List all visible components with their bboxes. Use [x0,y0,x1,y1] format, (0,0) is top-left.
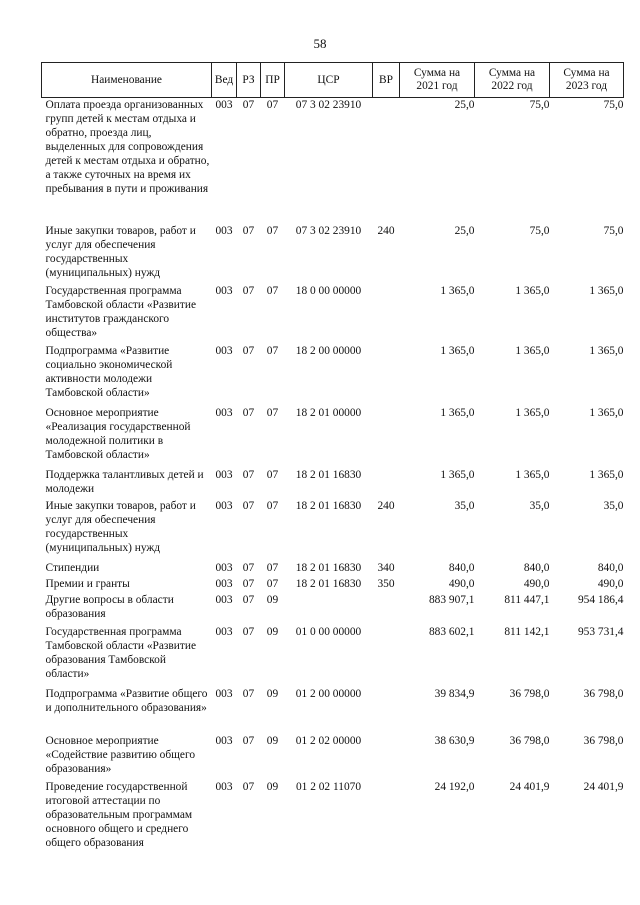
row-rz: 07 [242,561,255,574]
row-vr [373,687,400,734]
row-csr: 01 2 02 00000 [295,734,362,747]
table-row [42,98,624,224]
row-sum-2023: 1 365,0 [589,344,624,357]
table-row [42,224,624,284]
row-pr: 09 [266,593,279,606]
row-csr: 18 2 01 16830 [295,561,362,574]
row-name: Другие вопросы в области образования [45,593,174,620]
table-row [42,468,624,499]
header-vr: ВР [373,63,400,98]
row-sum-2022: 1 365,0 [515,284,550,297]
row-vr: 240 [377,499,395,512]
row-name: Премии и гранты [45,577,130,590]
row-sum-2021: 25,0 [454,99,475,111]
row-rz: 07 [242,687,255,700]
row-sum-2023: 24 401,9 [583,780,624,793]
row-vr [373,468,400,499]
table-body [42,98,624,858]
row-pr: 07 [266,577,279,590]
row-vr [373,284,400,344]
row-sum-2021: 1 365,0 [440,468,475,481]
row-vr: 240 [377,224,395,237]
row-sum-2023: 36 798,0 [583,687,624,700]
row-name: Подпрограмма «Развитие общего и дополнительного образования» [45,687,208,714]
row-sum-2022: 36 798,0 [509,687,550,700]
row-sum-2021: 1 365,0 [440,284,475,297]
table-row [42,561,624,577]
row-ved: 003 [215,561,233,574]
row-pr: 09 [266,734,279,747]
table-row [42,499,624,561]
row-ved: 003 [215,734,233,747]
row-pr: 09 [266,687,279,700]
row-vr [373,734,400,780]
row-ved: 003 [215,344,233,357]
row-csr: 01 2 00 00000 [295,687,362,700]
header-name: Наименование [42,63,212,98]
row-rz: 07 [242,468,255,481]
table-header-row [42,63,624,98]
table-row [42,780,624,858]
row-csr [285,593,373,625]
row-vr [373,406,400,468]
row-sum-2021: 490,0 [448,577,475,590]
row-csr: 18 2 01 16830 [295,577,362,590]
row-pr: 07 [266,499,279,512]
table-row [42,577,624,593]
row-sum-2023: 75,0 [603,224,624,237]
table-row [42,344,624,406]
row-pr: 07 [266,224,279,237]
row-sum-2022: 35,0 [529,499,550,512]
row-ved: 003 [215,687,233,700]
row-ved: 003 [215,499,233,512]
table-row [42,284,624,344]
row-pr: 07 [266,561,279,574]
row-name: Стипендии [45,561,100,574]
row-csr: 18 2 01 16830 [295,499,362,512]
row-rz: 07 [242,499,255,512]
row-sum-2023: 1 365,0 [589,406,624,419]
header-sum-2022: Сумма на 2022 год [475,63,550,98]
row-sum-2022: 1 365,0 [515,344,550,357]
row-rz: 07 [242,593,255,606]
header-ved: Вед [212,63,237,98]
row-rz: 07 [242,344,255,357]
row-rz: 07 [242,224,255,237]
row-rz: 07 [242,625,255,638]
row-sum-2023: 954 186,4 [577,593,624,606]
header-sum-2023: Сумма на 2023 год [550,63,624,98]
row-name: Поддержка талантливых детей и молодежи [45,468,204,495]
row-csr: 01 2 02 11070 [295,780,362,793]
table-row [42,406,624,468]
row-sum-2022: 75,0 [529,224,550,237]
row-csr: 01 0 00 00000 [295,625,362,638]
row-csr: 07 3 02 23910 [295,224,362,237]
row-sum-2021: 883 602,1 [428,625,475,638]
row-ved: 003 [215,99,233,111]
row-pr: 07 [266,284,279,297]
row-name: Иные закупки товаров, работ и услуг для обеспечения государственных (муниципальных) нужд [45,499,196,554]
row-rz: 07 [242,284,255,297]
table-row [42,593,624,625]
row-sum-2022: 840,0 [523,561,550,574]
row-sum-2022: 811 447,1 [504,593,550,606]
row-sum-2021: 39 834,9 [434,687,475,700]
row-csr: 07 3 02 23910 [295,99,362,111]
row-vr [373,593,400,625]
row-vr: 340 [377,561,395,574]
row-rz: 07 [242,406,255,419]
row-sum-2022: 36 798,0 [509,734,550,747]
row-vr [373,780,400,858]
row-vr [373,344,400,406]
row-vr [373,625,400,687]
row-pr: 07 [266,406,279,419]
row-csr: 18 2 00 00000 [295,344,362,357]
row-name: Оплата проезда организованных групп детей к местам отдыха и обратно, проезда лиц, выделенных для сопровождения детей к местам отдыха и обратно, а также суточных на время их пребывания в пути и проживания [45,99,210,195]
header-rz: РЗ [237,63,261,98]
row-sum-2023: 953 731,4 [577,625,624,638]
table-row [42,687,624,734]
row-sum-2023: 1 365,0 [589,468,624,481]
row-sum-2021: 24 192,0 [434,780,475,793]
row-sum-2021: 883 907,1 [428,593,475,606]
row-csr: 18 2 01 16830 [295,468,362,481]
row-ved: 003 [215,577,233,590]
row-sum-2021: 35,0 [454,499,475,512]
row-sum-2023: 840,0 [597,561,624,574]
row-name: Подпрограмма «Развитие социально экономической активности молодежи Тамбовской области» [45,344,173,399]
row-name: Основное мероприятие «Реализация государственной молодежной политики в Тамбовской области» [45,406,191,461]
row-csr: 18 2 01 00000 [295,406,362,419]
row-sum-2021: 840,0 [448,561,475,574]
row-sum-2023: 35,0 [603,499,624,512]
row-ved: 003 [215,284,233,297]
row-sum-2022: 75,0 [529,99,550,111]
row-pr: 09 [266,780,279,793]
row-rz: 07 [242,99,255,111]
row-pr: 07 [266,344,279,357]
row-sum-2023: 1 365,0 [589,284,624,297]
page-number: 58 [313,36,327,51]
row-ved: 003 [215,224,233,237]
row-ved: 003 [215,780,233,793]
row-name: Государственная программа Тамбовской области «Развитие образования Тамбовской области» [45,625,197,680]
row-ved: 003 [215,593,233,606]
header-pr: ПР [261,63,285,98]
row-vr [373,98,400,224]
header-sum-2021: Сумма на 2021 год [400,63,475,98]
row-sum-2022: 490,0 [523,577,550,590]
table-row [42,625,624,687]
row-vr: 350 [377,577,395,590]
row-sum-2021: 25,0 [454,224,475,237]
budget-table [41,62,624,858]
row-sum-2021: 1 365,0 [440,344,475,357]
row-rz: 07 [242,577,255,590]
row-ved: 003 [215,625,233,638]
row-sum-2022: 1 365,0 [515,406,550,419]
row-name: Иные закупки товаров, работ и услуг для обеспечения государственных (муниципальных) нужд [45,224,196,279]
row-name: Государственная программа Тамбовской области «Развитие институтов гражданского общества» [45,284,197,339]
row-sum-2023: 75,0 [603,99,624,111]
row-sum-2021: 38 630,9 [434,734,475,747]
row-name: Проведение государственной итоговой аттестации по образовательным программам основного общего и среднего общего образования [45,780,193,849]
row-rz: 07 [242,780,255,793]
row-rz: 07 [242,734,255,747]
row-sum-2021: 1 365,0 [440,406,475,419]
table-row [42,734,624,780]
row-sum-2023: 36 798,0 [583,734,624,747]
row-name: Основное мероприятие «Содействие развитию общего образования» [45,734,196,775]
header-csr: ЦСР [285,63,373,98]
row-pr: 09 [266,625,279,638]
row-sum-2022: 1 365,0 [515,468,550,481]
row-ved: 003 [215,406,233,419]
row-sum-2022: 811 142,1 [504,625,550,638]
row-ved: 003 [215,468,233,481]
row-csr: 18 0 00 00000 [295,284,362,297]
row-pr: 07 [266,468,279,481]
row-sum-2023: 490,0 [597,577,624,590]
row-pr: 07 [266,99,279,111]
row-sum-2022: 24 401,9 [509,780,550,793]
